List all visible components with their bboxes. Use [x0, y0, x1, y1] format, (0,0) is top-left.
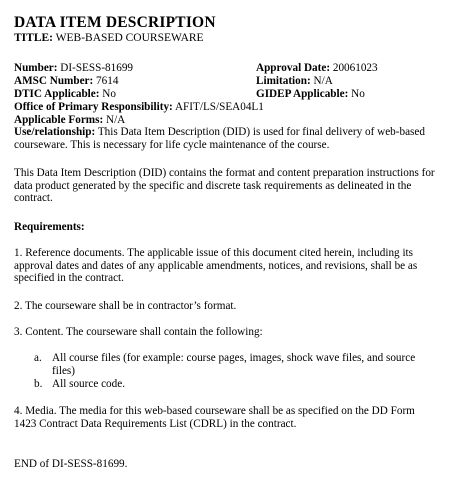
field-limitation-label: Limitation: [256, 75, 311, 87]
field-dtic-applicable-value: No [102, 88, 116, 100]
use-relationship-value: This Data Item Description (DID) is used for final delivery of web-based courseware. This is necessary for life cycle maintenance of the course. [14, 126, 425, 151]
list-item-text: All source code. [52, 378, 126, 390]
use-relationship-label: Use/relationship: [14, 126, 96, 138]
intro-paragraph: This Data Item Description (DID) contains the format and content preparation instructions for data product generated by the specific and discrete task requirements as delineated in the contract. [14, 167, 435, 205]
field-limitation [256, 75, 333, 87]
field-office-value: AFIT/LS/SEA04L1 [174, 101, 264, 113]
use-relationship-paragraph [14, 126, 439, 151]
field-number-value: DI-SESS-81699 [60, 62, 134, 74]
requirement-1: 1. Reference documents. The applicable issue of this document cited herein, including its approval dates and dates of any applicable amendments, notices, and revisions, shall be as specified in the contract. [14, 247, 418, 285]
field-gidep-applicable-value: No [351, 88, 365, 100]
requirement-3-item-a [34, 352, 434, 377]
requirement-2: 2. The courseware shall be in contractor’s format. [14, 300, 237, 312]
field-gidep-applicable-label: GIDEP Applicable: [256, 88, 349, 100]
field-applicable-forms [14, 114, 125, 126]
field-dtic-applicable [14, 88, 116, 100]
field-applicable-forms-label: Applicable Forms: [14, 114, 104, 126]
document-title: DATA ITEM DESCRIPTION [14, 14, 216, 31]
field-number-label: Number: [14, 62, 58, 74]
list-marker: b. [34, 378, 43, 390]
field-gidep-applicable [256, 88, 365, 100]
requirements-heading: Requirements: [14, 221, 85, 233]
field-office-label: Office of Primary Responsibility: [14, 101, 173, 113]
field-applicable-forms-value: N/A [105, 114, 126, 126]
subtitle-label: TITLE: [14, 32, 53, 44]
field-office [14, 101, 264, 113]
end-line: END of DI-SESS-81699. [14, 458, 128, 470]
requirement-4: 4. Media. The media for this web-based courseware shall be as specified on the DD Form 1423 Contract Data Requirements List (CDRL) in the contract. [14, 405, 415, 430]
field-amsc-number-value: 7614 [96, 75, 119, 87]
field-dtic-applicable-label: DTIC Applicable: [14, 88, 100, 100]
document-subtitle [14, 32, 204, 45]
requirement-3-item-b [34, 378, 434, 391]
field-approval-date-value: 20061023 [332, 62, 378, 74]
field-limitation-value: N/A [313, 75, 333, 87]
field-amsc-number-label: AMSC Number: [14, 75, 94, 87]
list-marker: a. [34, 352, 42, 364]
field-amsc-number [14, 75, 118, 87]
field-approval-date [256, 62, 378, 74]
subtitle-value: WEB-BASED COURSEWARE [55, 32, 204, 44]
requirement-3: 3. Content. The courseware shall contain the following: [14, 326, 263, 338]
list-item-text: All course files (for example: course pages, images, shock wave files, and source files) [52, 352, 416, 377]
field-number [14, 62, 133, 74]
field-approval-date-label: Approval Date: [256, 62, 331, 74]
